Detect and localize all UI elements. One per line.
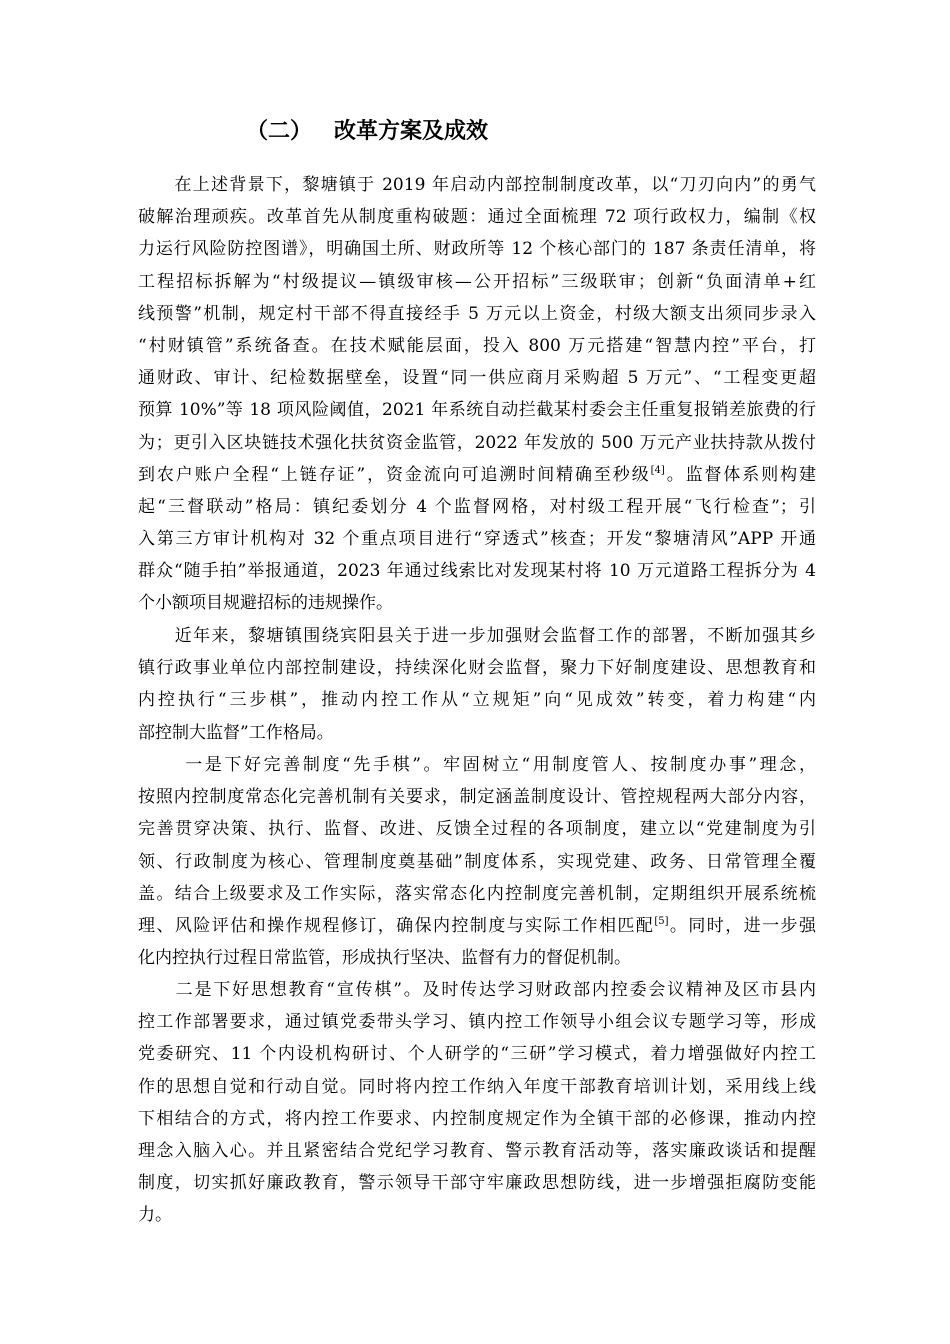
text-line: 群众“随手拍”举报通道，2023 年通过线索比对发现某村将 10 万元道路工程拆分为 4 xyxy=(138,561,816,582)
text-segment: 到农户账户全程“上链存证”，资金流向可追溯时间精确至秒级 xyxy=(138,464,651,485)
paragraph-second-move xyxy=(138,974,816,1232)
text-line: 完善贯穿决策、执行、监督、改进、反馈全过程的各项制度，建立以“党建制度为引 xyxy=(138,819,816,840)
text-line: 盖。结合上级要求及工作实际，落实常态化内控制度完善机制，定期组织开展系统梳 xyxy=(138,883,816,904)
text-line: 制度，切实抓好廉政教育，警示领导干部守牢廉政思想防线，进一步增强拒腐防变能 xyxy=(138,1173,816,1194)
text-line: 力运行风险防控图谱》，明确国土所、财政所等 12 个核心部门的 187 条责任清单，将 xyxy=(138,239,816,260)
text-line: 线预警”机制，规定村干部不得直接经手 5 万元以上资金，村级大额支出须同步录入 xyxy=(138,303,816,324)
text-line: 下相结合的方式，将内控工作要求、内控制度规定作为全镇干部的必修课，推动内控 xyxy=(138,1108,816,1129)
text-segment: 。同时，进一步强 xyxy=(668,915,817,936)
text-line: 破解治理顽疾。改革首先从制度重构破题：通过全面梳理 72 项行政权力，编制《权 xyxy=(138,207,816,228)
text-line: 理念入脑入心。并且紧密结合党纪学习教育、警示教育活动等，落实廉政谈话和提醒 xyxy=(138,1140,816,1161)
section-title: 改革方案及成效 xyxy=(334,119,489,144)
text-line: 部控制大监督”工作格局。 xyxy=(138,722,334,743)
text-line: 党委研究、11 个内设机构研讨、个人研学的“三研”学习模式，着力增强做好内控工 xyxy=(138,1044,816,1065)
section-number: （二） xyxy=(246,119,313,144)
text-line: 作的思想自觉和行动自觉。同时将内控工作纳入年度干部教育培训计划，采用线上线 xyxy=(138,1076,816,1097)
text-line-with-citation xyxy=(138,910,816,942)
text-line: 领、行政制度为核心、管理制度奠基础”制度体系，实现党建、政务、日常管理全覆 xyxy=(138,851,816,872)
text-line: 按照内控制度常态化完善机制有关要求，制定涵盖制度设计、管控规程两大部分内容， xyxy=(138,787,816,808)
text-line: 力。 xyxy=(138,1205,172,1226)
text-line: 个小额项目规避招标的违规操作。 xyxy=(138,593,393,614)
text-line: “村财镇管”系统备查。在技术赋能层面，投入 800 万元搭建“智慧内控”平台，打 xyxy=(138,335,816,356)
section-heading xyxy=(246,116,488,148)
text-line: 为；更引入区块链技术强化扶贫资金监管，2022 年发放的 500 万元产业扶持款从拨付 xyxy=(138,432,816,453)
text-segment: 。监督体系则构建 xyxy=(664,464,817,485)
text-line: 一是下好完善制度“先手棋”。牢固树立“用制度管人、按制度办事”理念， xyxy=(138,755,816,775)
text-line: 镇行政事业单位内部控制建设，持续深化财会监督，聚力下好制度建设、思想教育和 xyxy=(138,658,816,679)
paragraph-recent-years xyxy=(138,620,816,749)
citation-5: [5] xyxy=(654,915,669,927)
paragraph-reform-plan xyxy=(138,169,816,620)
paragraph-first-move xyxy=(138,749,816,974)
text-line: 预算 10%”等 18 项风险阈值，2021 年系统自动拦截某村委会主任重复报销差旅费的行 xyxy=(138,400,816,421)
text-line: 起“三督联动”格局：镇纪委划分 4 个监督网格，对村级工程开展“飞行检查”；引 xyxy=(138,496,816,517)
text-line: 在上述背景下，黎塘镇于 2019 年启动内部控制制度改革，以“刀刃向内”的勇气 xyxy=(138,175,816,195)
text-line: 二是下好思想教育“宣传棋”。及时传达学习财政部内控委会议精神及区市县内 xyxy=(138,980,816,1000)
text-segment: 理、风险评估和操作规程修订，确保内控制度与实际工作相匹配 xyxy=(138,915,655,936)
text-line: 近年来，黎塘镇围绕宾阳县关于进一步加强财会监督工作的部署，不断加强其乡 xyxy=(138,626,816,646)
text-line: 控工作部署要求，通过镇党委带头学习、镇内控工作领导小组会议专题学习等，形成 xyxy=(138,1012,816,1033)
text-line: 内控执行“三步棋”，推动内控工作从“立规矩”向“见成效”转变，着力构建“内 xyxy=(138,690,816,711)
text-line: 化内控执行过程日常监管，形成执行坚决、监督有力的督促机制。 xyxy=(138,948,631,969)
text-line: 通财政、审计、纪检数据壁垒，设置“同一供应商月采购超 5 万元”、“工程变更超 xyxy=(138,368,816,389)
text-line: 工程招标拆解为“村级提议—镇级审核—公开招标”三级联审；创新“负面清单+红 xyxy=(138,271,816,292)
text-line-with-citation xyxy=(138,459,816,491)
citation-4: [4] xyxy=(650,464,665,476)
text-line: 入第三方审计机构对 32 个重点项目进行“穿透式”核查；开发“黎塘清风”APP 开通 xyxy=(138,529,816,550)
